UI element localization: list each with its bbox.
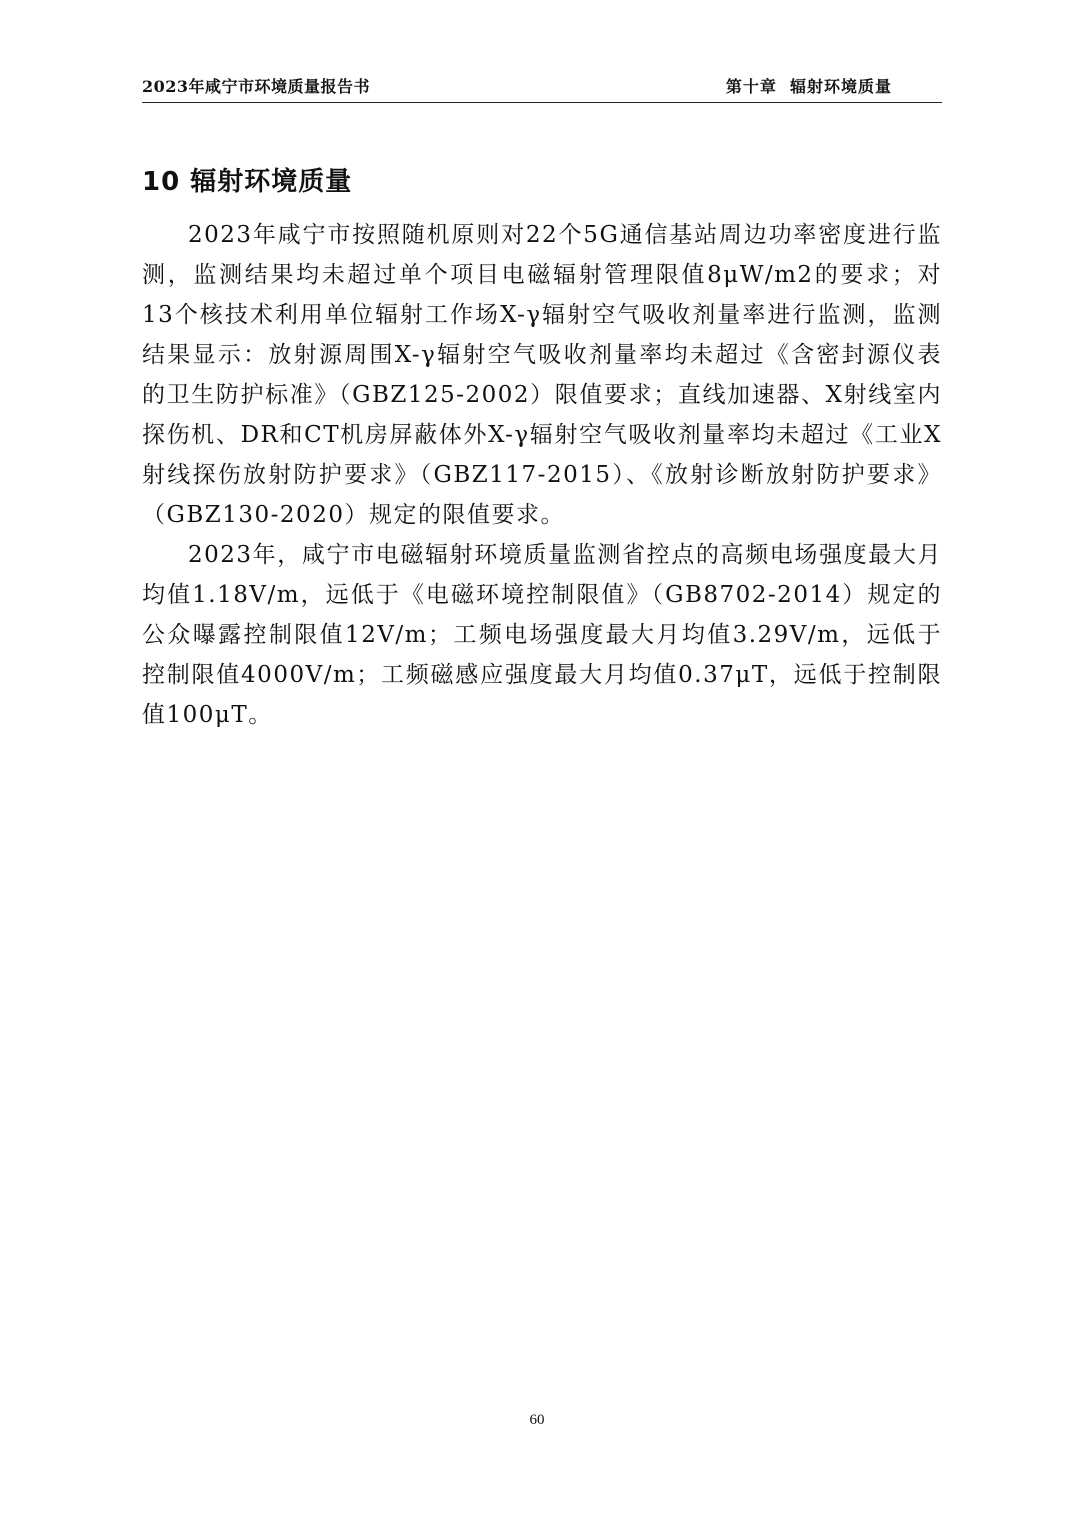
paragraph-electromagnetic-monitoring: 2023年，咸宁市电磁辐射环境质量监测省控点的高频电场强度最大月均值1.18V/m，远低于《电磁环境控制限值》（GB8702-2014）规定的公众曝露控制限值12V/m；工频电场强度最大月均值3.29V/m，远低于控制限值4000V/m；工频磁感应强度最大月均值0.37μT，远低于控制限值100μT。 bbox=[142, 542, 942, 728]
section-title: 10 辐射环境质量 bbox=[142, 167, 353, 197]
running-header bbox=[142, 74, 942, 103]
page-number: 60 bbox=[529, 1412, 545, 1428]
body-text bbox=[142, 215, 942, 735]
report-title: 2023年咸宁市环境质量报告书 bbox=[142, 77, 371, 96]
paragraph-base-station-monitoring: 2023年咸宁市按照随机原则对22个5G通信基站周边功率密度进行监测，监测结果均未超过单个项目电磁辐射管理限值8μW/m2的要求；对13个核技术利用单位辐射工作场X-γ辐射空气吸收剂量率进行监测，监测结果显示：放射源周围X-γ辐射空气吸收剂量率均未超过《含密封源仪表的卫生防护标准》（GBZ125-2002）限值要求；直线加速器、X射线室内探伤机、DR和CT机房屏蔽体外X-γ辐射空气吸收剂量率均未超过《工业X射线探伤放射防护要求》（GBZ117-2015）、《放射诊断放射防护要求》（GBZ130-2020）规定的限值要求。 bbox=[142, 222, 942, 528]
chapter-title: 第十章 辐射环境质量 bbox=[725, 77, 892, 96]
